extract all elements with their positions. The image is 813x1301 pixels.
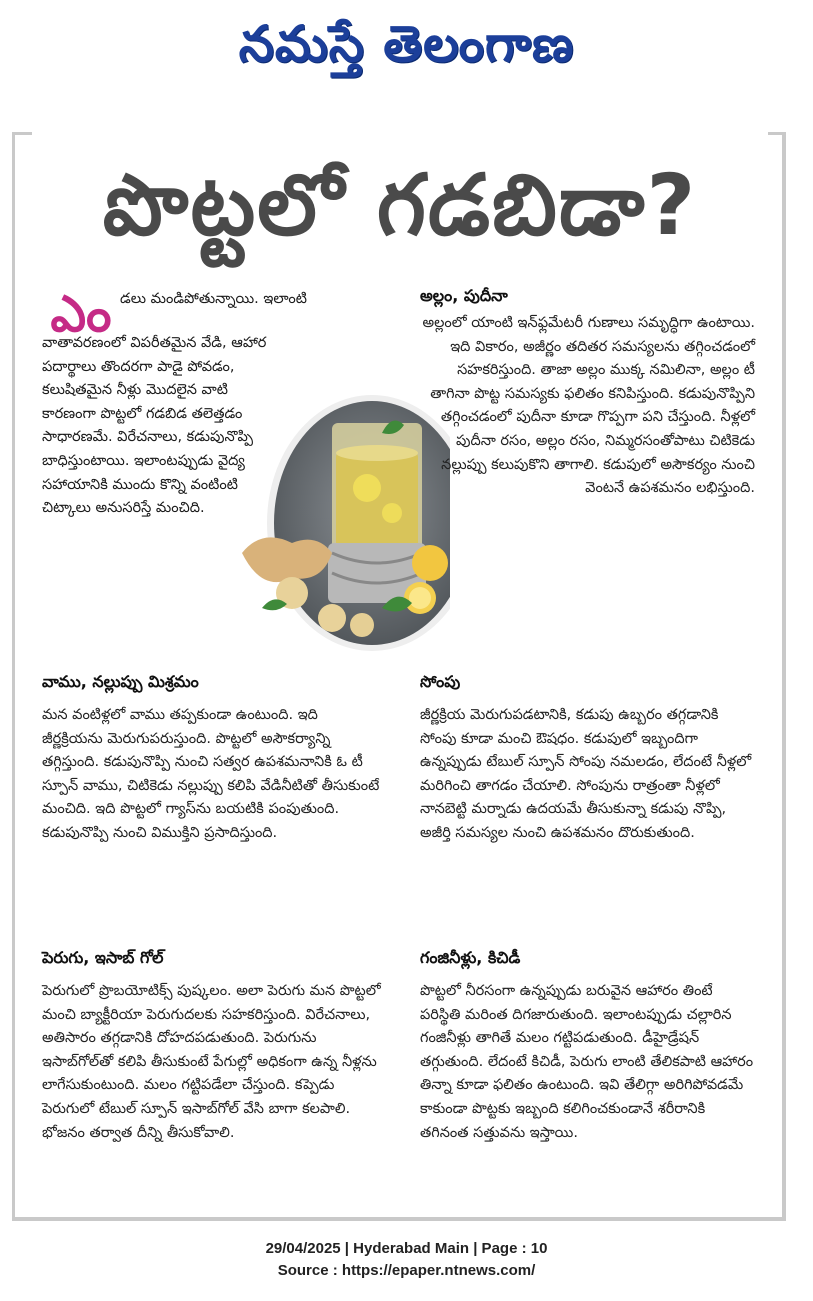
article-headline: పొట్టలో గడబిడా? — [102, 156, 698, 254]
intro-dropcap: ఎం — [50, 285, 112, 343]
heading-perugu: పెరుగు, ఇసాబ్ గోల్ — [42, 948, 164, 967]
body-perugu: పెరుగులో ప్రొబయోటిక్స్ పుష్కలం. అలా పెరుగు మన పొట్టలో మంచి బ్యాక్టీరియా పెరుగుదలకు సహకరిస్తుంది. విరేచనాలు, అతిసారం తగ్గడానికి దోహదపడుతుంది. పెరుగును ఇసాబ్‌గోల్‌తో కలిపి తీసుకుంటే పేగుల్లో అధికంగా ఉన్న నీళ్లను లాగేసుకుంటుంది. మలం గట్టిపడేలా చేస్తుంది. కప్పెడు పెరుగులో టేబుల్ స్పూన్ ఇసాబ్‌గోల్ వేసి బాగా కలపాలి. భోజనం తర్వాత దీన్ని తీసుకోవాలి. — [42, 983, 381, 1141]
frame-top-left-tick — [12, 132, 32, 135]
body-ganji: పొట్టలో నీరసంగా ఉన్నప్పుడు బరువైన ఆహారం తింటే పరిస్థితి మరింత దిగజారుతుంది. ఇలాంటప్పుడు చల్లారిన గంజినీళ్లు తాగితే మలం గట్టిపడుతుంది. డీహైడ్రేషన్ తగ్గుతుంది. లేదంటే కిచిడీ, పెరుగు లాంటి తేలికపాటి ఆహారం తిన్నా కూడా ఫలితం ఉంటుంది. ఇవి తేలిగ్గా అరిగిపోవడమే కాకుండా పొట్టకు ఇబ్బంది కలిగించకుండానే శరీరానికి తగినంత సత్తువను ఇస్తాయి. — [420, 983, 754, 1141]
masthead-title: నమస్తే తెలంగాణ — [238, 14, 575, 73]
footer-dateline: 29/04/2025 | Hyderabad Main | Page : 10 — [265, 1240, 548, 1257]
intro-first-line: డలు మండిపోతున్నాయి. ఇలాంటి — [120, 291, 307, 307]
heading-sompu: సోంపు — [420, 672, 461, 691]
body-sompu: జీర్ణక్రియ మెరుగుపడటానికి, కడుపు ఉబ్బరం తగ్గడానికి సోంపు కూడా మంచి ఔషధం. కడుపులో ఇబ్బందిగా ఉన్నప్పుడు టేబుల్ స్పూన్ సోంపు నమలడం, లేదంటే నీళ్లలో మరిగించి తాగడం చేయాలి. సోంపును రాత్రంతా నీళ్లలో నానబెట్టి మర్నాడు ఉదయమే తీసుకున్నా కడుపు నొప్పి, అజీర్తి సమస్యల నుంచి ఉపశమనం దొరుకుతుంది. — [420, 707, 752, 841]
frame-top-right-tick — [768, 132, 786, 135]
frame-left-border — [12, 132, 15, 1220]
footer-source-link[interactable]: Source : https://epaper.ntnews.com/ — [277, 1262, 536, 1279]
frame-right-border — [782, 132, 786, 1220]
heading-allam-pudina: అల్లం, పుదీనా — [420, 286, 508, 305]
ginger-tea-illustration — [232, 393, 450, 653]
frame-bottom-border — [12, 1217, 786, 1221]
heading-vaamu: వాము, నల్లుప్పు మిశ్రమం — [42, 672, 199, 691]
body-allam-pudina: అల్లంలో యాంటి ఇన్‌ఫ్లమేటరీ గుణాలు సమృద్ధిగా ఉంటాయి. ఇది వికారం, అజీర్ణం తదితర సమస్యలను తగ్గించడంలో సహకరిస్తుంది. తాజా అల్లం ముక్క నమిలినా, అల్లం టీ తాగినా పొట్ట సమస్యకు ఫలితం కనిపిస్తుంది. కడుపునొప్పిని తగ్గించడంలో పుదీనా కూడా గొప్పగా పని చేస్తుంది. నీళ్లలో పుదీనా రసం, అల్లం రసం, నిమ్మరసంతోపాటు చిటికెడు నల్లుప్పు కలుపుకొని తాగాలి. కడుపులో అసౌకర్యం నుంచి వెంటనే ఉపశమనం లభిస్తుంది. — [422, 315, 755, 497]
body-vaamu: మన వంటిళ్లలో వాము తప్పకుండా ఉంటుంది. ఇది జీర్ణక్రియను మెరుగుపరుస్తుంది. పొట్టలో అసౌకర్యాన్ని తగ్గిస్తుంది. కడుపునొప్పి నుంచి సత్వర ఉపశమనానికి ఓ టీ స్పూన్ వాము, చిటికెడు నల్లుప్పు కలిపి వేడినీటితో తీసుకుంటే మంచిది. ఇది పొట్టలో గ్యాస్‌ను బయటికి పంపుతుంది. కడుపునొప్పి నుంచి విముక్తిని ప్రసాదిస్తుంది. — [42, 707, 380, 841]
heading-ganji: గంజినీళ్లు, కిచిడీ — [420, 948, 521, 967]
intro-paragraph: వాతావరణంలో విపరీతమైన వేడి, ఆహార పదార్థాలు తొందరగా పాడై పోవడం, కలుషితమైన నీళ్లు మొదలైన వాటి కారణంగా పొట్టలో గడబిడ తలెత్తడం సాధారణమే. విరేచనాలు, కడుపునొప్పి బాధిస్తుంటాయి. ఇలాంటప్పుడు వైద్య సహాయానికి ముందు కొన్ని వంటింటి చిట్కాలు అనుసరిస్తే మంచిది. — [42, 335, 267, 517]
